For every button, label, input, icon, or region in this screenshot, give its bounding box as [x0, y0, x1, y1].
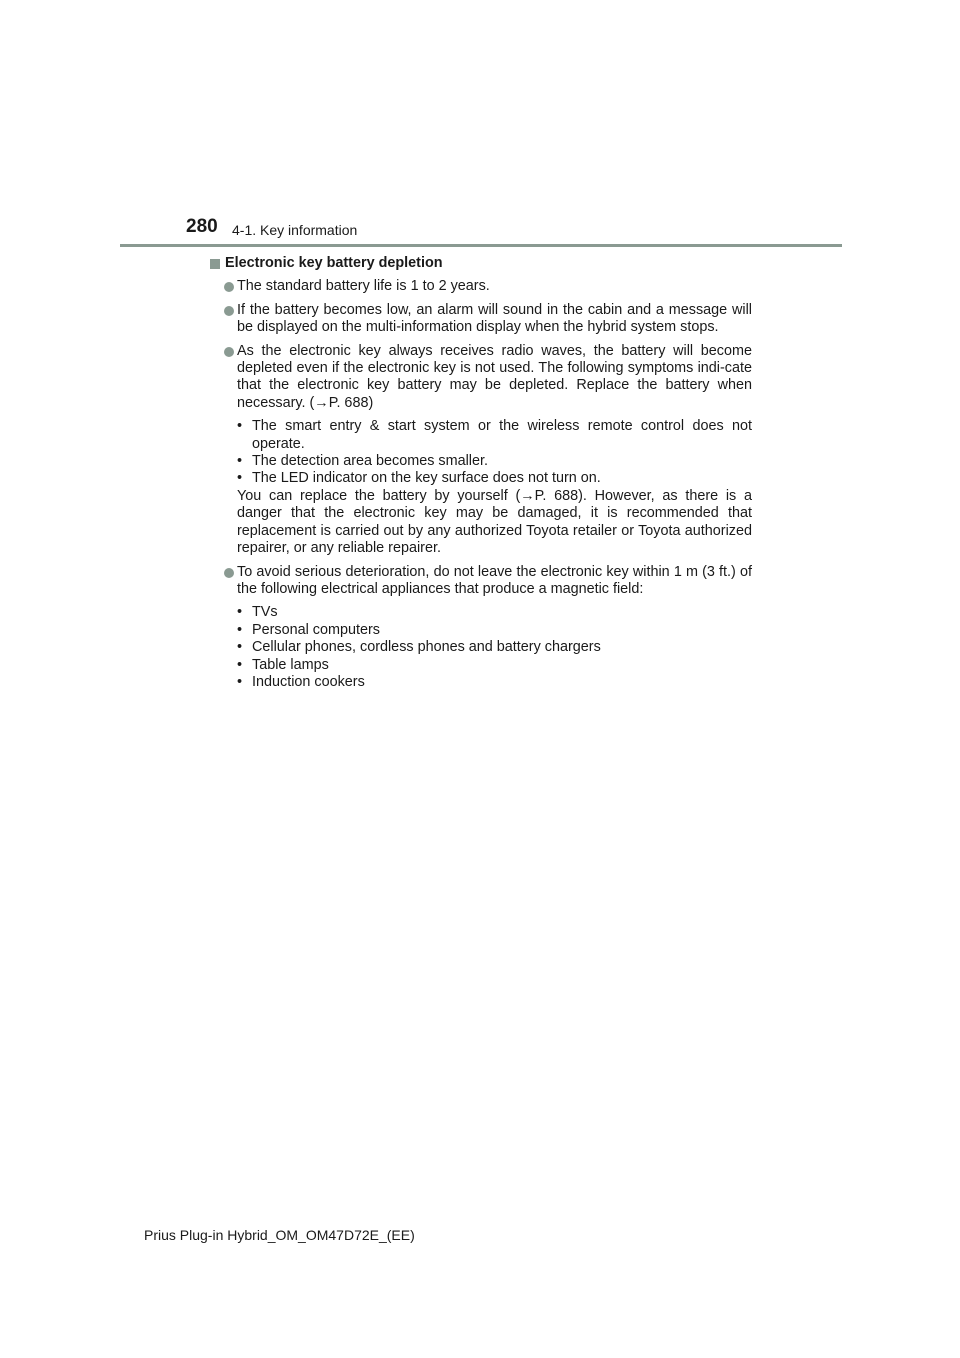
- list-item-text: Personal computers: [252, 621, 380, 638]
- section-title: 4-1. Key information: [232, 222, 358, 238]
- header-rule: [120, 244, 842, 247]
- list-item-text: Table lamps: [252, 656, 329, 673]
- list-item: [237, 639, 752, 656]
- circle-bullet-icon: [224, 568, 234, 578]
- list-item-text: The LED indicator on the key surface does not turn on.: [252, 470, 601, 487]
- symptoms-list: [210, 418, 752, 557]
- list-item: [237, 674, 752, 691]
- dot-marker: •: [237, 621, 243, 638]
- circle-bullet-icon: [224, 306, 234, 316]
- list-item: [237, 453, 752, 470]
- bullet-text: The standard battery life is 1 to 2 years.: [237, 278, 490, 295]
- list-item: [237, 657, 752, 674]
- dot-marker: •: [237, 453, 243, 470]
- circle-bullet-icon: [224, 347, 234, 357]
- bullet-avoid-deterioration: [210, 564, 752, 599]
- list-item-text: TVs: [252, 604, 278, 621]
- bullet-low-battery-alarm: [210, 302, 752, 337]
- bullet-text: If the battery becomes low, an alarm will sound in the cabin and a message will be displayed on the multi-information display when the hybrid system stops.: [237, 301, 752, 336]
- dot-marker: •: [237, 470, 243, 487]
- bullet-text: To avoid serious deterioration, do not leave the electronic key within 1 m (3 ft.) of the following electrical appliances that produce a magnetic field:: [237, 563, 752, 597]
- subsection-heading: [210, 255, 752, 272]
- replace-battery-note: You can replace the battery by yourself (→P. 688). However, as there is a danger that the electronic key may be damaged, it is recommended that replacement is carried out by any authorized Toyota retailer or Toyota authorized repairer, or any reliable repairer.: [237, 487, 752, 557]
- footer-doc-id: Prius Plug-in Hybrid_OM_OM47D72E_(EE): [144, 1227, 415, 1243]
- dot-marker: •: [237, 673, 243, 690]
- circle-bullet-icon: [224, 282, 234, 292]
- page-content: [210, 255, 752, 697]
- square-bullet-icon: [210, 259, 220, 269]
- list-item: [237, 470, 752, 487]
- dot-marker: •: [237, 639, 243, 656]
- page-number: 280: [186, 216, 218, 237]
- bullet-battery-life: [210, 278, 752, 295]
- dot-marker: •: [237, 604, 243, 621]
- list-item: [237, 604, 752, 621]
- appliances-list: [210, 604, 752, 691]
- list-item: [237, 418, 752, 453]
- list-item-text: Cellular phones, cordless phones and battery chargers: [252, 639, 601, 656]
- list-item-text: Induction cookers: [252, 673, 365, 690]
- list-item-text: The smart entry & start system or the wireless remote control does not operate.: [252, 418, 752, 452]
- bullet-depletion: [210, 343, 752, 413]
- list-item-text: The detection area becomes smaller.: [252, 453, 488, 470]
- dot-marker: •: [237, 656, 243, 673]
- list-item: [237, 622, 752, 639]
- bullet-text: As the electronic key always receives radio waves, the battery will become depleted even if the electronic key is not used. The following symptoms indi-cate that the electronic key battery may be depleted. Replace the battery when necessary. (→P. 688): [237, 342, 752, 411]
- subsection-heading-text: Electronic key battery depletion: [225, 255, 443, 271]
- dot-marker: •: [237, 418, 243, 435]
